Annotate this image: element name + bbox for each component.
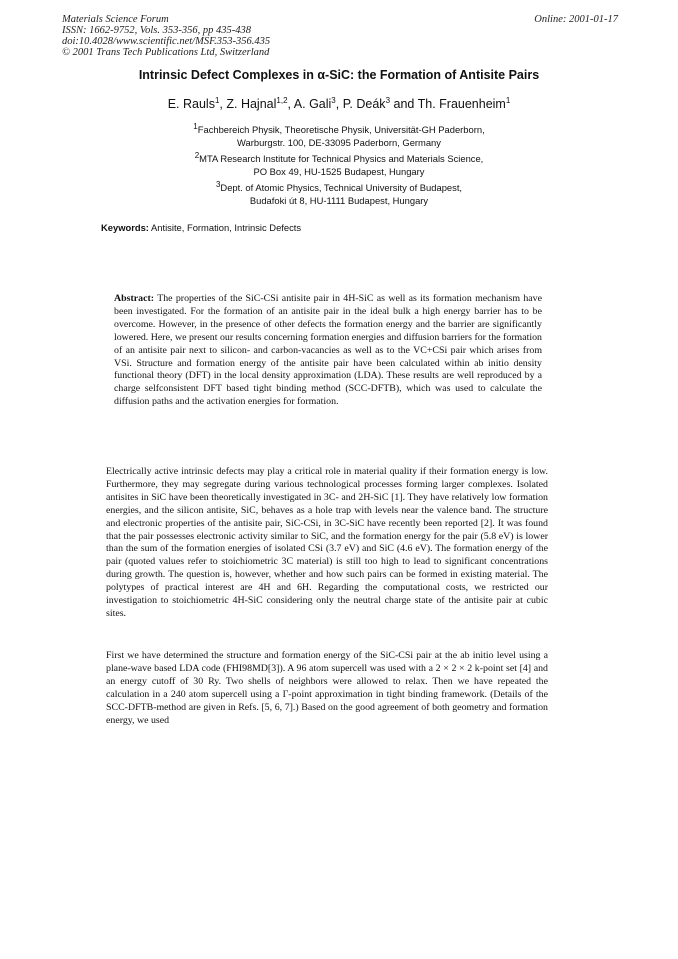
- author-affiliation-mark: 1,2: [276, 96, 288, 105]
- authors-conjunction: and: [393, 97, 415, 112]
- online-date: Online: 2001-01-17: [534, 14, 618, 25]
- paragraph-text: Electrically active intrinsic defects may play a critical role in material quality if their formation energy is low. Furthermore, they may segregate during various technological processes forming larger complexes. Isolated antisites in SiC have been theoretically investigated in 3C- and 2H-SiC [1]. They have relatively low formation energies, and the silicon antisite, SiC, behaves as a hole trap with levels near the valence band. The structure and electronic properties of the antisite pair, SiC-CSi, in 3C-SiC have recently been reported [2]. It was found that the pair possesses electronic activity similar to SiC, and the formation energy for the pair (5.8 eV) is lower than the sum of the formation energies of isolated CSi (3.7 eV) and SiC (4.6 eV). The formation energy of the pair (quoted values refer to stoichiometric 3C material) is still too high to lead to significant concentrations during growth. The question is, however, whether and how such pairs can be formed in existing material. The polytypes of practical interest are 4H and 6H. Regarding the computational costs, we restricted our investigation to stoichiometric 4H-SiC considering only the neutral charge state of the antisite pair at cubic sites.: [106, 466, 548, 619]
- affiliation-1: [0, 121, 678, 149]
- paper-title: Intrinsic Defect Complexes in α-SiC: the Formation of Antisite Pairs: [138, 68, 540, 82]
- abstract-label: Abstract:: [114, 293, 155, 304]
- copyright-line: © 2001 Trans Tech Publications Ltd, Switzerland: [62, 47, 270, 58]
- author-name: Th. Frauenheim: [417, 97, 506, 112]
- affiliation-line: Budafoki út 8, HU-1111 Budapest, Hungary: [249, 194, 429, 206]
- keywords-label: Keywords:: [101, 222, 149, 233]
- doi-line[interactable]: doi:10.4028/www.scientific.net/MSF.353-356.435: [62, 36, 271, 47]
- keywords: [101, 222, 301, 233]
- journal-name: Materials Science Forum: [62, 14, 169, 25]
- body-paragraph-2: [106, 650, 548, 727]
- paragraph-text: First we have determined the structure and formation energy of the SiC-CSi pair at the ab initio level using a plane-wave based LDA code (FHI98MD[3]). A 96 atom supercell was used with a 2 × 2 × 2 k-point set [4] and an energy cutoff of 30 Ry. Two shells of neighbors were allowed to relax. Then we have repeated the calculation in a 240 atom supercell using a Γ-point approximation in tight binding framework. (Details of the SCC-DFTB-method are given in Refs. [5, 6, 7].) Based on the good agreement of both geometry and formation energy, we used: [106, 650, 548, 726]
- affiliation-2: [0, 150, 678, 178]
- author-name: Z. Hajnal: [226, 97, 277, 112]
- abstract-text: The properties of the SiC-CSi antisite pair in 4H-SiC as well as its formation mechanism have been investigated. For the formation of an antisite pair in the ideal bulk a high energy barrier has to be overcome. However, in the presence of other defects the formation energy and the barrier are significantly lowered. Here, we present our results concerning formation energies and diffusion barriers for the formation of an antisite pair next to silicon- and carbon-vacancies as well as to the VC+CSi pair which arises from VSi. Structure and formation energy of the antisite pair have been calculated within ab initio density functional theory (DFT) in the local density approximation (LDA). These results are well reproduced by a charge selfconsistent DFT based tight binding method (SCC-DFTB), which was used to calculate the diffusion paths and the activation energies for formation.: [114, 293, 542, 408]
- affiliation-line: Fachbereich Physik, Theoretische Physik, Universität-GH Paderborn,: [197, 124, 485, 136]
- author-name: E. Rauls: [167, 97, 215, 112]
- author-affiliation-mark: 1: [505, 96, 511, 105]
- journal-header: [62, 14, 618, 58]
- affiliation-mark: 1: [193, 122, 198, 131]
- affiliation-mark: 3: [215, 180, 221, 189]
- abstract: [114, 293, 542, 409]
- keywords-text: Antisite, Formation, Intrinsic Defects: [151, 222, 302, 233]
- affiliation-line: MTA Research Institute for Technical Physics and Materials Science,: [199, 153, 484, 165]
- author-affiliation-mark: 3: [331, 96, 336, 105]
- affiliation-line: Dept. of Atomic Physics, Technical University of Budapest,: [220, 182, 463, 194]
- issn-line: ISSN: 1662-9752, Vols. 353-356, pp 435-438: [62, 25, 251, 36]
- body-paragraph-1: [106, 466, 548, 621]
- affiliation-line: PO Box 49, HU-1525 Budapest, Hungary: [253, 165, 425, 177]
- author-affiliation-mark: 3: [385, 96, 391, 105]
- author-name: A. Gali: [293, 97, 332, 112]
- affiliation-3: [0, 179, 678, 207]
- affiliation-mark: 2: [194, 151, 200, 160]
- author-list: E. Rauls$^1$, Z. Hajnal$^{1,2}$, A. Gali$^3$, P. Deák$^3$ and Th. Frauenheim$^1$: [167, 96, 511, 112]
- affiliation-line: Warburgstr. 100, DE-33095 Paderborn, Germany: [237, 136, 441, 148]
- author-affiliation-mark: 1: [214, 96, 220, 105]
- author-name: P. Deák: [342, 97, 386, 112]
